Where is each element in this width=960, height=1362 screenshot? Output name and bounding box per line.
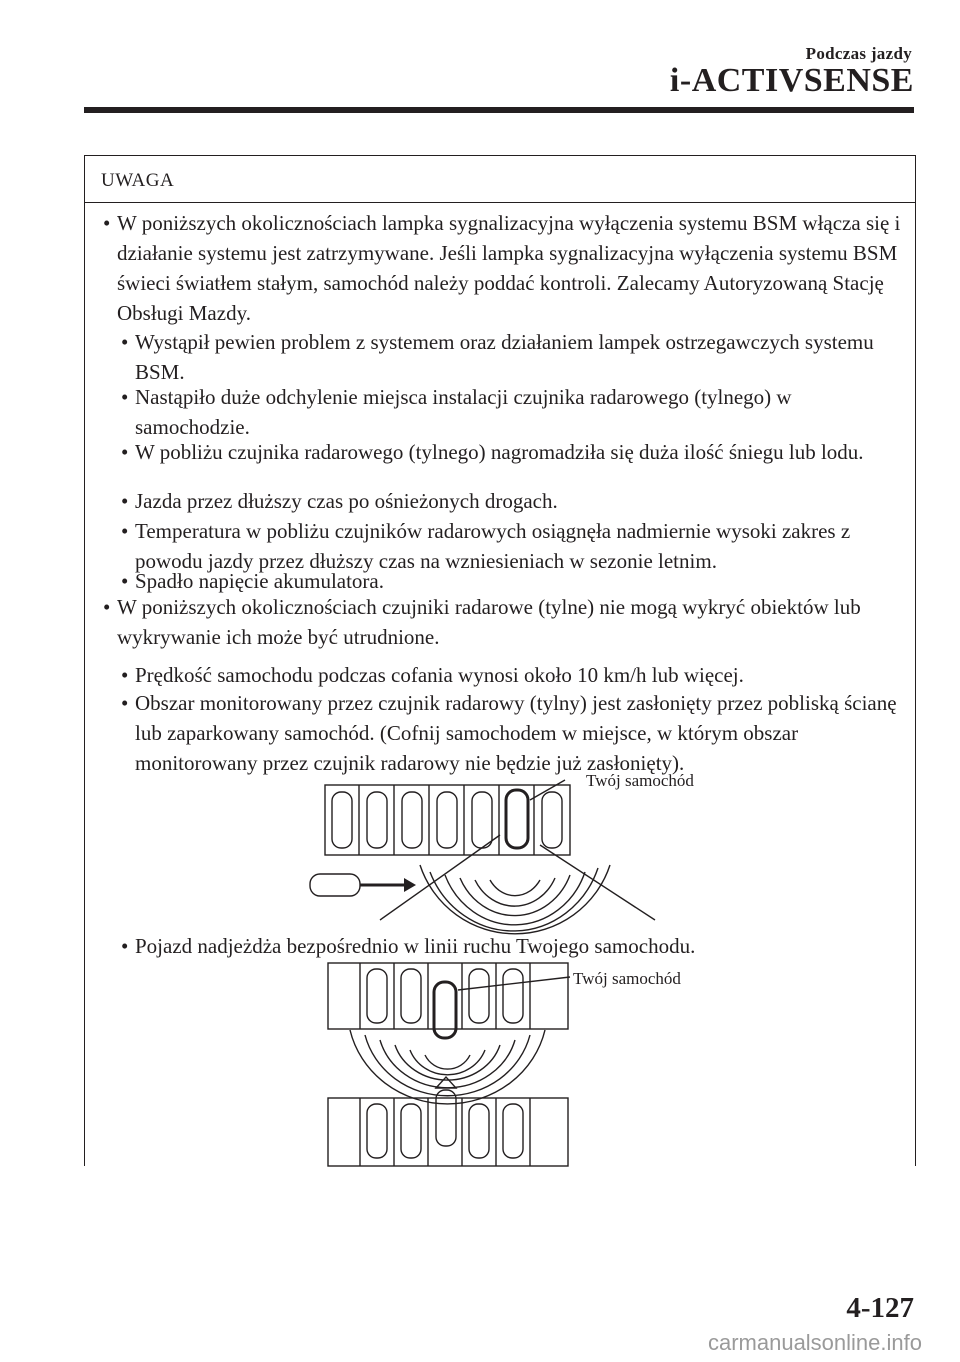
sub-bullet-item: • Nastąpiło duże odchylenie miejsca instalacji czujnika radarowego (tylnego) w samochodzie. [121,385,792,439]
sub-bullet-item: • Pojazd nadjeżdża bezpośrednio w linii ruchu Twojego samochodu. [121,934,696,958]
your-car-label: Twój samochód [573,969,681,988]
sub-bullet-item: • Obszar monitorowany przez czujnik radarowy (tylny) jest zasłonięty przez pobliską ścianę lub zaparkowany samochód. (Cofnij samochodem w miejsce, w którym obszar monitorowany przez czujnik radarowy nie będzie już zasłonięty). [121,691,897,775]
caution-title-rule [84,202,916,203]
sub-bullet-item: • Prędkość samochodu podczas cofania wynosi około 10 km/h lub więcej. [121,663,744,687]
sub-bullet-item: • Spadło napięcie akumulatora. [121,569,384,593]
your-car-label: Twój samochód [586,771,694,790]
bullet-item: • W poniższych okolicznościach czujniki radarowe (tylne) nie mogą wykryć obiektów lub wykrywanie ich może być utrudnione. [103,595,861,649]
sub-bullet-item: • Temperatura w pobliżu czujników radarowych osiągnęła nadmiernie wysoki zakres z powodu jazdy przez dłuższy czas na wzniesieniach w sezonie letnim. [121,519,851,573]
bullet-item: • W poniższych okolicznościach lampka sygnalizacyjna wyłączenia systemu BSM włącza się i działanie systemu jest zatrzymywane. Jeśli lampka sygnalizacyjna wyłączenia systemu BSM świeci światłem stałym, samochód należy poddać kontroli. Zalecamy Autoryzowaną Stację Obsługi Mazdy. [103,211,901,325]
sub-bullet-item: • Jazda przez dłuższy czas po ośnieżonych drogach. [121,489,558,513]
sub-bullet-item: • Wystąpił pewien problem z systemem oraz działaniem lampek ostrzegawczych systemu BSM. [121,330,874,384]
page-title: i-ACTIVSENSE [669,62,914,99]
header-rule [84,107,914,113]
caution-title: UWAGA [101,170,175,191]
page-number: 4-127 [846,1292,914,1324]
sub-bullet-item: • W pobliżu czujnika radarowego (tylnego) nagromadziła się duża ilość śniegu lub lodu. [121,440,864,464]
section-subtitle: Podczas jazdy [805,44,912,63]
watermark: carmanualsonline.info [707,1330,922,1355]
